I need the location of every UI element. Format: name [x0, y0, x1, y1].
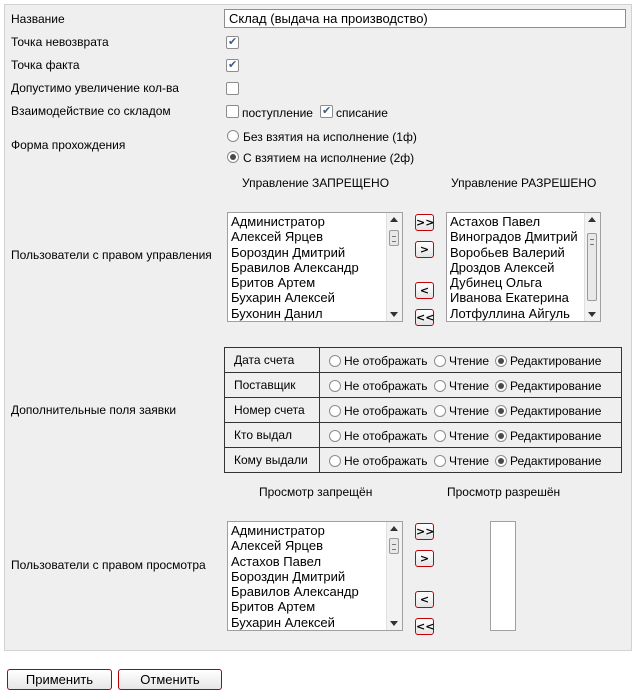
view-forbidden-list[interactable] — [227, 521, 403, 631]
list-item[interactable]: Дроздов Алексей — [450, 259, 555, 275]
scroll-up-icon[interactable] — [390, 217, 398, 222]
field-hide-label: Не отображать — [344, 429, 428, 443]
field-name: Поставщик — [225, 373, 320, 398]
scroll-down-icon[interactable] — [390, 312, 398, 317]
field-edit-radio[interactable] — [495, 430, 507, 442]
field-read-radio[interactable] — [434, 455, 446, 467]
list-item[interactable]: Бухарин Алексей — [231, 290, 335, 306]
view-allowed-header: Просмотр разрешён — [447, 485, 561, 499]
field-hide-label: Не отображать — [344, 454, 428, 468]
field-hide-radio[interactable] — [329, 355, 341, 367]
field-hide-radio[interactable] — [329, 380, 341, 392]
field-name: Дата счета — [225, 348, 320, 373]
field-hide-radio[interactable] — [329, 455, 341, 467]
list-item[interactable]: Бритов Артем — [231, 275, 316, 291]
pass-option-1-label: Без взятия на исполнение (1ф) — [243, 130, 417, 144]
view-forbidden-header: Просмотр запрещён — [259, 485, 373, 499]
pass-option-2-radio[interactable] — [227, 151, 239, 163]
scroll-thumb[interactable] — [587, 233, 597, 301]
list-item[interactable]: Бравилов Александр — [231, 259, 359, 275]
view-move-all-right-button[interactable]: >> — [416, 525, 435, 538]
view-allowed-list[interactable] — [490, 521, 516, 631]
field-hide-label: Не отображать — [344, 379, 428, 393]
field-edit-label: Редактирование — [510, 379, 602, 393]
scroll-down-icon[interactable] — [390, 621, 398, 626]
field-options — [320, 348, 622, 373]
pass-option-1-radio[interactable] — [227, 130, 239, 142]
field-read-label: Чтение — [449, 379, 490, 393]
field-hide-label: Не отображать — [344, 404, 428, 418]
list-item[interactable]: Иванова Екатерина — [450, 290, 569, 306]
warehouse-writeoff-checkbox[interactable] — [320, 105, 333, 118]
scroll-thumb[interactable] — [389, 538, 399, 554]
list-item[interactable]: Алексей Ярцев — [231, 538, 323, 554]
list-item[interactable]: Бритов Артем — [231, 599, 316, 615]
pass-option-2-label: С взятием на исполнение (2ф) — [243, 151, 415, 165]
list-item[interactable]: Бухонин Данил — [231, 305, 323, 321]
list-item[interactable]: Астахов Павел — [450, 214, 541, 229]
manage-forbidden-header: Управление ЗАПРЕЩЕНО — [242, 176, 390, 190]
no-return-checkbox[interactable] — [226, 36, 239, 49]
field-hide-radio[interactable] — [329, 405, 341, 417]
field-options — [320, 448, 622, 473]
field-read-radio[interactable] — [434, 405, 446, 417]
field-read-label: Чтение — [449, 404, 490, 418]
field-name: Кому выдали — [225, 448, 320, 473]
cancel-button[interactable]: Отменить — [118, 669, 222, 690]
manage-move-all-right-button[interactable]: >> — [416, 216, 435, 229]
list-item[interactable]: Виноградов Дмитрий — [450, 229, 578, 245]
manage-allowed-list[interactable] — [446, 212, 601, 322]
scroll-up-icon[interactable] — [390, 526, 398, 531]
fact-checkbox[interactable] — [226, 59, 239, 72]
name-input[interactable] — [224, 9, 626, 28]
list-item[interactable]: Администратор — [231, 523, 325, 538]
view-move-left-button[interactable]: < — [415, 591, 434, 608]
warehouse-writeoff-label: списание — [336, 106, 388, 120]
field-name: Номер счета — [225, 398, 320, 423]
fact-label: Точка факта — [11, 58, 80, 72]
manage-move-all-left-button[interactable]: << — [416, 311, 435, 324]
field-read-radio[interactable] — [434, 355, 446, 367]
view-row-label: Пользователи с правом просмотра — [11, 558, 206, 572]
field-options — [320, 373, 622, 398]
no-return-label: Точка невозврата — [11, 35, 109, 49]
extra-fields-table — [224, 347, 622, 473]
field-options — [320, 398, 622, 423]
list-item[interactable]: Дубинец Ольга — [450, 275, 542, 291]
apply-button[interactable]: Применить — [7, 669, 112, 690]
manage-move-right-button[interactable]: > — [415, 241, 434, 258]
warehouse-income-label: поступление — [242, 106, 313, 120]
list-item[interactable]: Алексей Ярцев — [231, 229, 323, 245]
list-item[interactable]: Воробьев Валерий — [450, 244, 565, 260]
warehouse-income-checkbox[interactable] — [226, 105, 239, 118]
manage-forbidden-scrollbar[interactable] — [386, 213, 402, 321]
field-edit-radio[interactable] — [495, 355, 507, 367]
field-read-label: Чтение — [449, 454, 490, 468]
scroll-down-icon[interactable] — [588, 312, 596, 317]
field-edit-label: Редактирование — [510, 404, 602, 418]
pass-form-label: Форма прохождения — [11, 138, 126, 152]
field-hide-radio[interactable] — [329, 430, 341, 442]
field-edit-radio[interactable] — [495, 455, 507, 467]
field-edit-label: Редактирование — [510, 454, 602, 468]
view-move-right-button[interactable]: > — [415, 550, 434, 567]
field-options — [320, 423, 622, 448]
list-item[interactable]: Администратор — [231, 214, 325, 229]
scroll-thumb[interactable] — [389, 230, 399, 246]
manage-allowed-header: Управление РАЗРЕШЕНО — [451, 176, 597, 190]
list-item[interactable]: Бухарин Алексей — [231, 614, 335, 630]
field-read-label: Чтение — [449, 429, 490, 443]
list-item[interactable]: Бороздин Дмитрий — [231, 244, 346, 260]
manage-forbidden-list[interactable] — [227, 212, 403, 322]
field-edit-label: Редактирование — [510, 429, 602, 443]
list-item[interactable]: Лотфуллина Айгуль — [450, 305, 570, 321]
table-row — [225, 373, 622, 398]
field-read-radio[interactable] — [434, 430, 446, 442]
warehouse-label: Взаимодействие со складом — [11, 104, 171, 118]
field-edit-radio[interactable] — [495, 405, 507, 417]
field-read-radio[interactable] — [434, 380, 446, 392]
manage-allowed-scrollbar[interactable] — [584, 213, 600, 321]
field-edit-radio[interactable] — [495, 380, 507, 392]
name-label: Название — [11, 12, 65, 26]
view-forbidden-scrollbar[interactable] — [386, 522, 402, 630]
extra-fields-label: Дополнительные поля заявки — [11, 403, 177, 417]
field-read-label: Чтение — [449, 354, 490, 368]
manage-move-left-button[interactable]: < — [415, 282, 434, 299]
manage-row-label: Пользователи с правом управления — [11, 248, 212, 262]
list-item[interactable]: Бороздин Дмитрий — [231, 568, 346, 584]
list-item[interactable]: Астахов Павел — [231, 553, 322, 569]
view-move-all-left-button[interactable]: << — [416, 620, 435, 633]
allow-increase-label: Допустимо увеличение кол-ва — [11, 81, 179, 95]
scroll-up-icon[interactable] — [588, 217, 596, 222]
table-row — [225, 398, 622, 423]
allow-increase-checkbox[interactable] — [226, 82, 239, 95]
table-row — [225, 448, 622, 473]
list-item[interactable]: Бравилов Александр — [231, 584, 359, 600]
field-edit-label: Редактирование — [510, 354, 602, 368]
field-name: Кто выдал — [225, 423, 320, 448]
field-hide-label: Не отображать — [344, 354, 428, 368]
table-row — [225, 423, 622, 448]
table-row — [225, 348, 622, 373]
